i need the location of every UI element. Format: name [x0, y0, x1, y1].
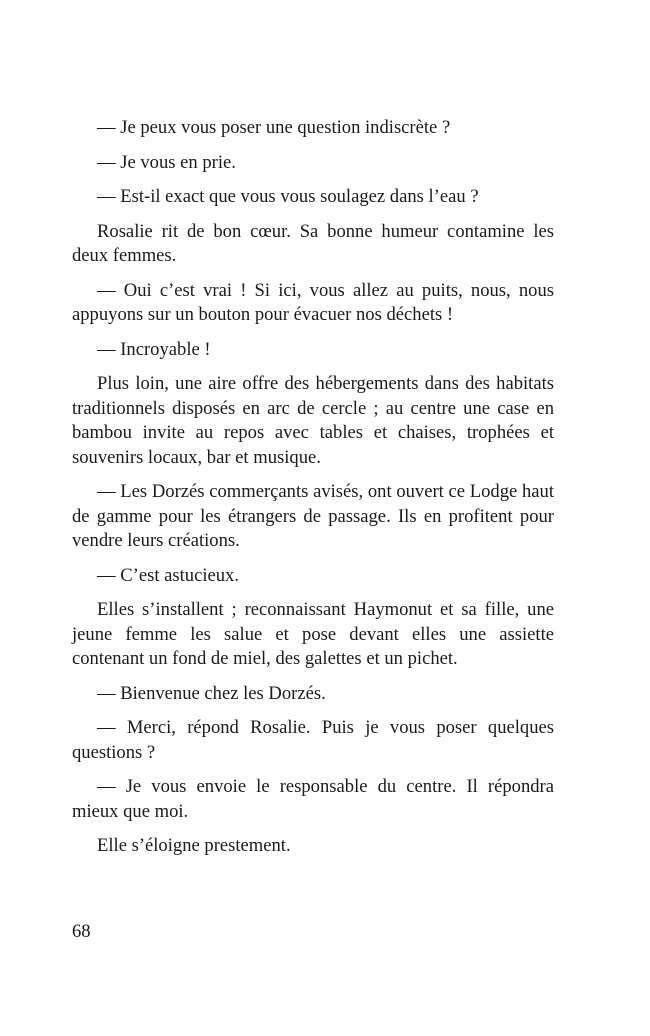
paragraph: — Bienvenue chez les Dorzés.: [97, 682, 326, 704]
paragraph: — Oui c’est vrai ! Si ici, vous allez au puits, nous, nous appuyons sur un bouton pour évacuer nos déchets !: [72, 279, 554, 325]
paragraph: — Est-il exact que vous vous soulagez dans l’eau ?: [97, 186, 479, 207]
paragraph: — Je vous envoie le responsable du centre. Il répondra mieux que moi.: [72, 776, 554, 822]
paragraph: Elle s’éloigne prestement.: [97, 835, 291, 856]
paragraph: — Les Dorzés commerçants avisés, ont ouvert ce Lodge haut de gamme pour les étrangers de passage. Ils en profitent pour vendre leurs créations.: [72, 481, 554, 551]
paragraph: — Incroyable !: [97, 338, 211, 360]
body-text: [72, 116, 554, 869]
paragraph: Elles s’installent ; reconnaissant Haymonut et sa fille, une jeune femme les salue et pose devant elles une assiette contenant un fond de miel, des galettes et un pichet.: [72, 599, 554, 669]
paragraph: — Merci, répond Rosalie. Puis je vous poser quelques questions ?: [72, 717, 554, 763]
paragraph: — Je peux vous poser une question indiscrète ?: [97, 117, 451, 138]
paragraph: Rosalie rit de bon cœur. Sa bonne humeur contamine les deux femmes.: [72, 220, 554, 266]
paragraph: — Je vous en prie.: [97, 151, 236, 173]
page-number: 68: [72, 921, 91, 942]
paragraph: — C’est astucieux.: [97, 564, 240, 586]
paragraph: Plus loin, une aire offre des hébergements dans des habitats traditionnels disposés en arc de cercle ; au centre une case en bambou invite au repos avec tables et chaises, trophées et souvenirs locaux, bar et musique.: [72, 373, 554, 468]
